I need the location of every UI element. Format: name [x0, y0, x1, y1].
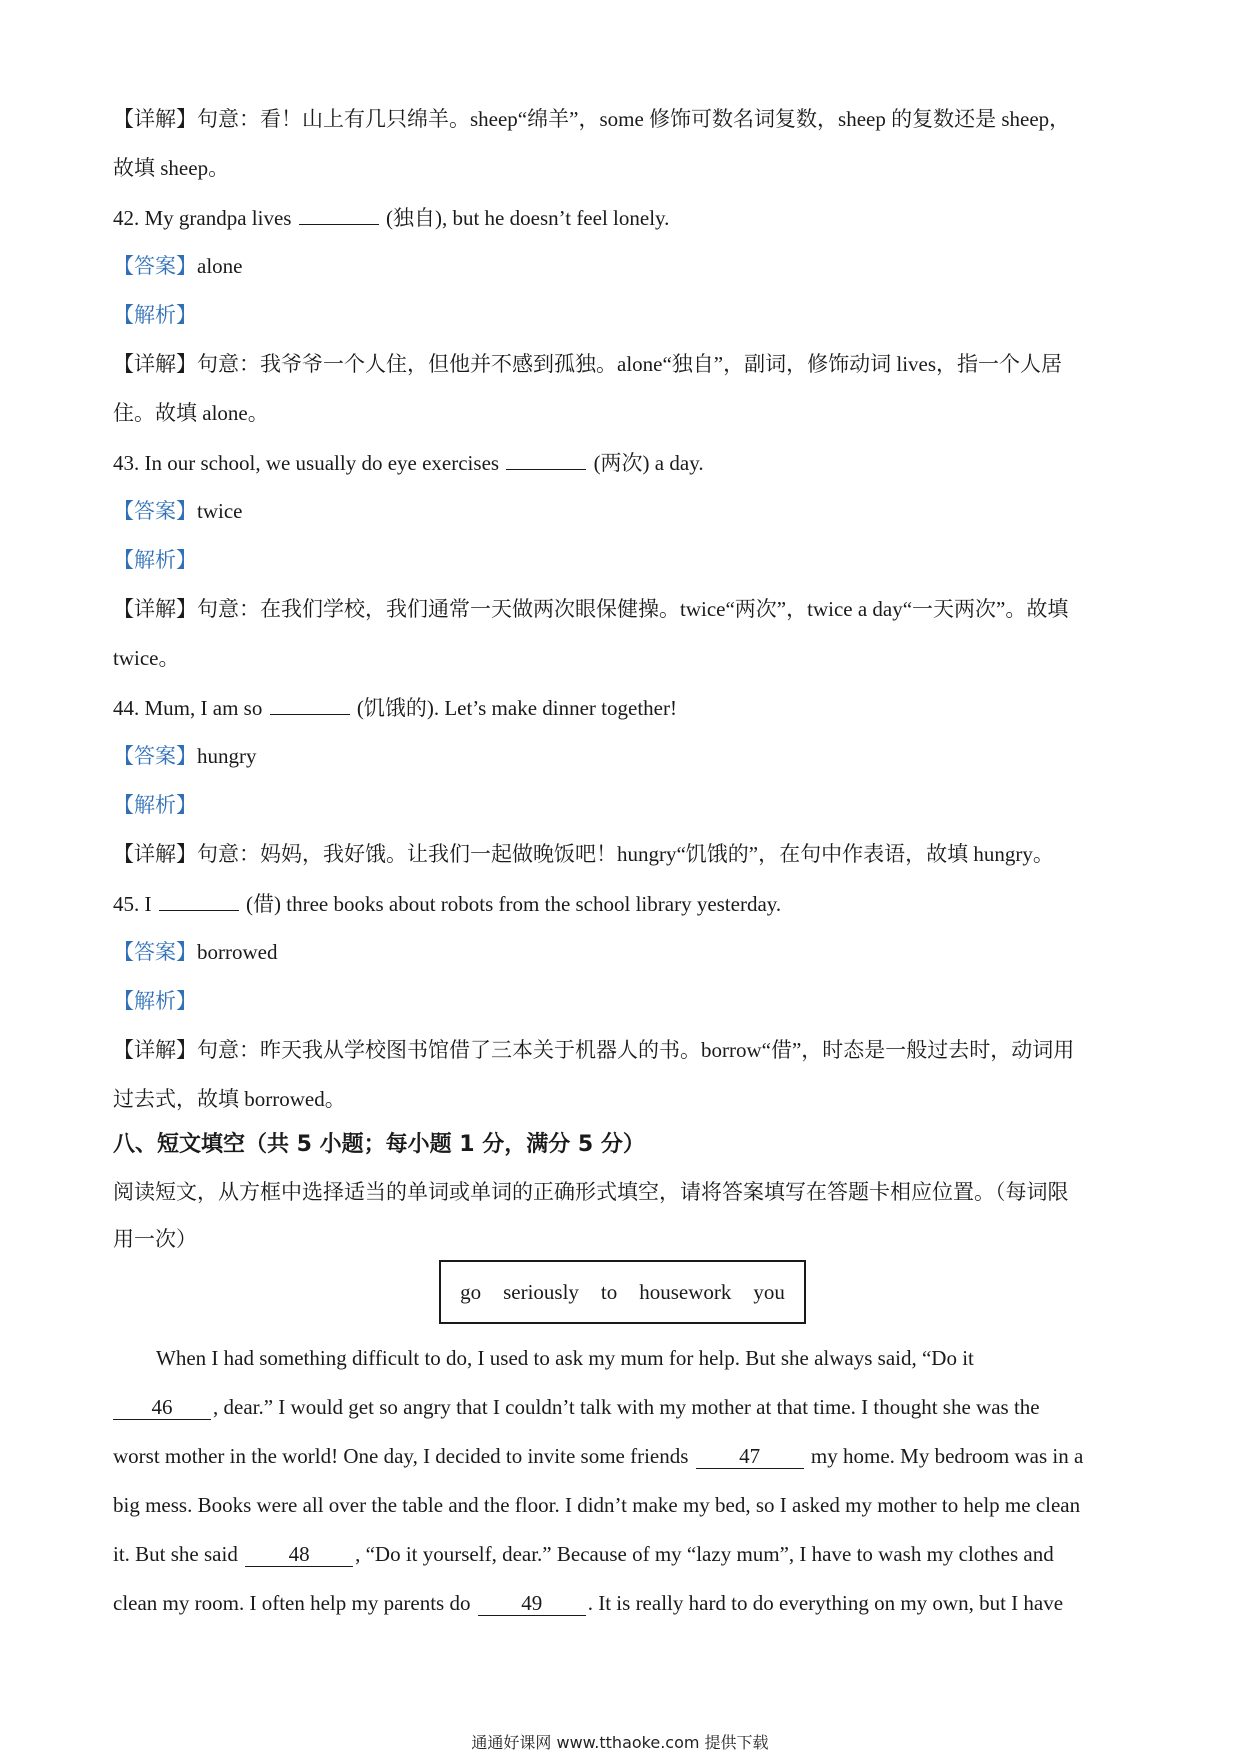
detail-line: 住。故填 alone。	[113, 401, 269, 425]
question-text: (饥饿的). Let’s make dinner together!	[356, 696, 677, 720]
question-text: I	[144, 892, 152, 916]
word-option: seriously	[503, 1279, 579, 1304]
passage-blank-48: 48	[245, 1542, 353, 1567]
passage-line	[113, 1539, 1130, 1569]
question-43	[113, 447, 1130, 478]
passage-blank-49: 49	[478, 1591, 586, 1616]
detail-line: 【详解】句意：昨天我从学校图书馆借了三本关于机器人的书。borrow“借”，时态是一般过去时，动词用	[113, 1038, 1075, 1062]
passage-line: big mess. Books were all over the table and the floor. I didn’t make my bed, so I asked my mother to help me clean	[113, 1493, 1081, 1517]
answer-blank	[159, 888, 239, 911]
answer-blank	[299, 202, 379, 225]
question-number: 42.	[113, 206, 140, 230]
passage-text: it. But she said	[113, 1542, 238, 1566]
word-option: housework	[639, 1279, 732, 1304]
detail-line: 【详解】句意：我爷爷一个人住，但他并不感到孤独。alone“独自”，副词，修饰动词 lives，指一个人居	[113, 352, 1063, 376]
analysis-tag: 【解析】	[113, 989, 197, 1013]
answer-text: hungry	[197, 744, 257, 768]
answer-tag: 【答案】	[113, 499, 197, 523]
section-instruction: 用一次）	[113, 1227, 197, 1251]
question-text: Mum, I am so	[144, 696, 263, 720]
answer-text: borrowed	[197, 940, 278, 964]
word-option: you	[753, 1279, 785, 1304]
answer-tag: 【答案】	[113, 744, 197, 768]
answer-blank	[506, 447, 586, 470]
word-option: go	[460, 1279, 482, 1304]
word-box	[439, 1260, 806, 1324]
detail-line: 【详解】句意：妈妈，我好饿。让我们一起做晚饭吧！hungry“饥饿的”，在句中作表语，故填 hungry。	[113, 842, 1054, 866]
passage-text: , dear.” I would get so angry that I couldn’t talk with my mother at that time. I thought she was the	[213, 1395, 1040, 1419]
detail-line: 【详解】句意：在我们学校，我们通常一天做两次眼保健操。twice“两次”，twice a day“一天两次”。故填	[113, 597, 1069, 621]
question-number: 45.	[113, 892, 140, 916]
answer-tag: 【答案】	[113, 254, 197, 278]
section-title: 八、短文填空（共 5 小题；每小题 1 分，满分 5 分）	[113, 1132, 645, 1157]
section-instruction: 阅读短文，从方框中选择适当的单词或单词的正确形式填空，请将答案填写在答题卡相应位置。（每词限	[113, 1180, 1069, 1204]
answer-line	[113, 251, 1130, 281]
passage-text: worst mother in the world! One day, I decided to invite some friends	[113, 1444, 689, 1468]
answer-blank	[270, 692, 350, 715]
question-42	[113, 202, 1130, 233]
answer-text: twice	[197, 499, 243, 523]
page-footer: 通通好课网 www.tthaoke.com 提供下载	[471, 1733, 769, 1752]
passage-blank-47: 47	[696, 1444, 804, 1469]
question-text: My grandpa lives	[144, 206, 292, 230]
answer-line	[113, 741, 1130, 771]
passage-text: clean my room. I often help my parents do	[113, 1591, 471, 1615]
passage-text: my home. My bedroom was in a	[810, 1444, 1084, 1468]
detail-line: 【详解】句意：看！山上有几只绵羊。sheep“绵羊”，some 修饰可数名词复数，sheep 的复数还是 sheep，	[113, 107, 1071, 131]
question-text: (借) three books about robots from the school library yesterday.	[246, 892, 782, 916]
answer-text: alone	[197, 254, 243, 278]
question-text: In our school, we usually do eye exercises	[144, 451, 500, 475]
analysis-tag: 【解析】	[113, 793, 197, 817]
passage-line	[113, 1392, 1130, 1422]
word-option: to	[600, 1279, 618, 1304]
passage-line	[113, 1588, 1130, 1618]
question-number: 43.	[113, 451, 140, 475]
question-number: 44.	[113, 696, 140, 720]
question-45	[113, 888, 1130, 919]
passage-text: , “Do it yourself, dear.” Because of my “lazy mum”, I have to wash my clothes and	[355, 1542, 1054, 1566]
answer-line	[113, 937, 1130, 967]
passage-text: . It is really hard to do everything on my own, but I have	[587, 1591, 1064, 1615]
analysis-tag: 【解析】	[113, 303, 197, 327]
question-text: (两次) a day.	[593, 451, 704, 475]
question-text: (独自), but he doesn’t feel lonely.	[385, 206, 670, 230]
detail-line: twice。	[113, 646, 180, 670]
detail-line: 故填 sheep。	[113, 156, 230, 180]
analysis-tag: 【解析】	[113, 548, 197, 572]
passage-blank-46: 46	[113, 1395, 211, 1420]
passage-line	[113, 1441, 1130, 1471]
detail-line: 过去式，故填 borrowed。	[113, 1087, 346, 1111]
answer-line	[113, 496, 1130, 526]
question-44	[113, 692, 1130, 723]
answer-tag: 【答案】	[113, 940, 197, 964]
passage-line: When I had something difficult to do, I used to ask my mum for help. But she always said, “Do it	[156, 1346, 974, 1370]
